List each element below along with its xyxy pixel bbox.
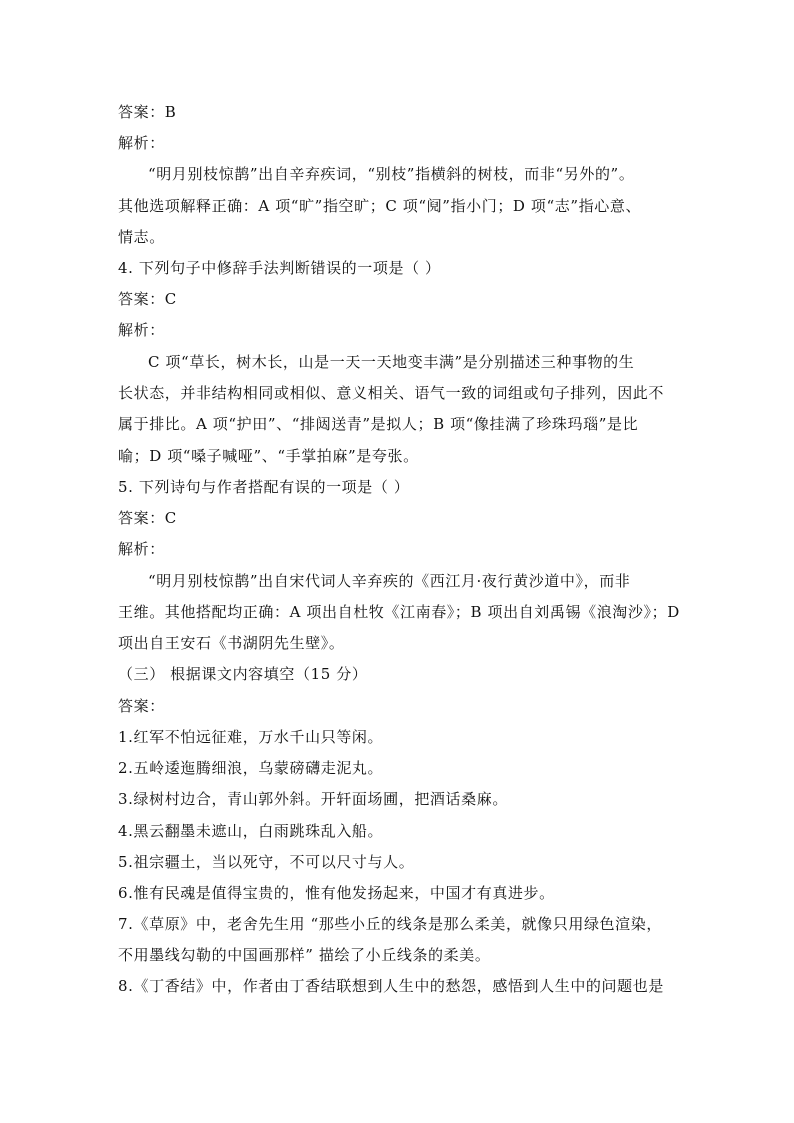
section-heading: （三） 根据课文内容填空（15 分） xyxy=(118,665,368,683)
analysis-heading: 解析： xyxy=(118,540,165,558)
fill-answer: 2.五岭逶迤腾细浪，乌蒙磅礴走泥丸。 xyxy=(118,759,384,777)
analysis-text: 其他选项解释正确：A 项“旷”指空旷；C 项“阋”指小门；D 项“志”指心意、 xyxy=(118,197,642,215)
analysis-text: “明月别枝惊鹊”出自宋代词人辛弃疾的《西江月·夜行黄沙道中》，而非 xyxy=(148,572,631,590)
question-line: 4. 下列句子中修辞手法判断错误的一项是（ ） xyxy=(118,259,441,277)
fill-answer: 7.《草原》中，老舍先生用 “那些小丘的线条是那么柔美，就像只用绿色渲染， xyxy=(118,915,662,933)
analysis-text: 长状态，并非结构相同或相似、意义相关、语气一致的词组或句子排列，因此不 xyxy=(118,384,665,402)
fill-answer: 5.祖宗疆土，当以死守，不可以尺寸与人。 xyxy=(118,853,415,871)
analysis-heading: 解析： xyxy=(118,321,165,339)
fill-answer: 4.黑云翻墨未遮山，白雨跳珠乱入船。 xyxy=(118,822,384,840)
answer-line: 答案： xyxy=(118,697,165,715)
analysis-text: 属于排比。A 项“护田”、“排闼送青”是拟人；B 项“像挂满了珍珠玛瑙”是比 xyxy=(118,415,639,433)
fill-answer: 6.惟有民魂是值得宝贵的，惟有他发扬起来，中国才有真进步。 xyxy=(118,884,555,902)
fill-answer: 3.绿树村边合，青山郭外斜。开轩面场圃，把酒话桑麻。 xyxy=(118,790,508,808)
question-line: 5. 下列诗句与作者搭配有误的一项是（ ） xyxy=(118,478,410,496)
answer-line: 答案：C xyxy=(118,509,177,527)
fill-answer: 不用墨线勾勒的中国画那样” 描绘了小丘线条的柔美。 xyxy=(118,946,491,964)
answer-line: 答案：C xyxy=(118,290,177,308)
analysis-text: 王维。其他搭配均正确：A 项出自杜牧《江南春》；B 项出自刘禹锡《浪淘沙》；D xyxy=(118,603,680,621)
analysis-text: 项出自王安石《书湖阴先生壁》。 xyxy=(118,634,345,652)
analysis-text: 喻；D 项“嗓子喊哑”、“手掌拍麻”是夸张。 xyxy=(118,447,419,465)
fill-answer: 8.《丁香结》中，作者由丁香结联想到人生中的愁怨，感悟到人生中的问题也是 xyxy=(118,977,664,995)
analysis-text: “明月别枝惊鹊”出自辛弃疾词，“别枝”指横斜的树枝，而非“另外的”。 xyxy=(148,165,635,183)
answer-line: 答案：B xyxy=(118,103,177,121)
analysis-heading: 解析： xyxy=(118,134,165,152)
analysis-text: 情志。 xyxy=(118,228,165,246)
fill-answer: 1.红军不怕远征难，万水千山只等闲。 xyxy=(118,728,384,746)
analysis-text: C 项“草长，树木长，山是一天一天地变丰满”是分别描述三种事物的生 xyxy=(148,353,635,371)
